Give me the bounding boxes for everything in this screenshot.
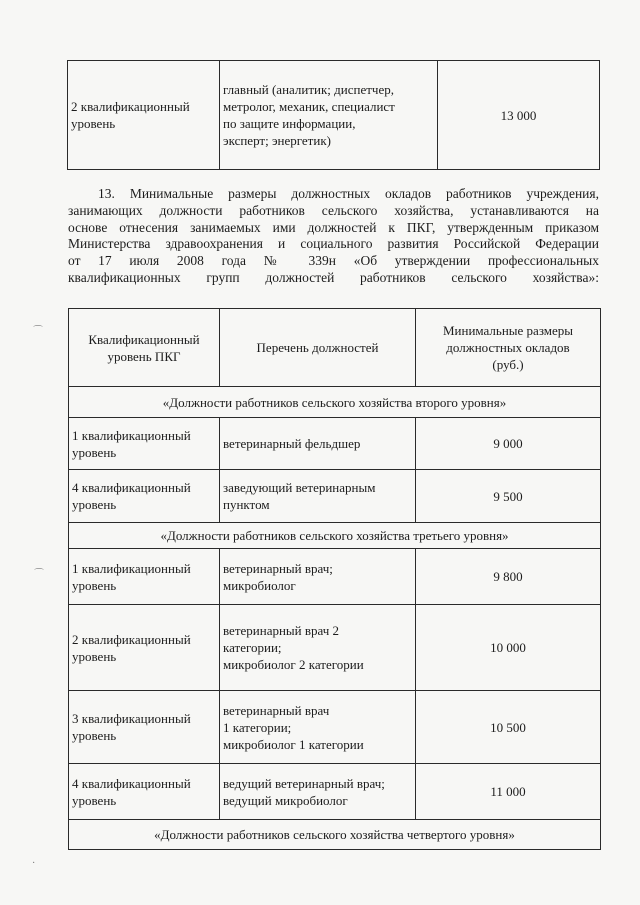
header-min-salary: Минимальные размеры должностных окладов (руб.) <box>416 309 601 387</box>
positions-cell: ведущий ветеринарный врач; ведущий микробиолог <box>220 764 416 820</box>
salary-cell: 10 500 <box>416 691 601 764</box>
salary-cell: 9 500 <box>416 470 601 523</box>
salary-cell: 9 000 <box>416 418 601 470</box>
positions-cell: ветеринарный врач 2 категории; микробиолог 2 категории <box>220 605 416 691</box>
table-row <box>69 470 601 523</box>
salary-table-top <box>67 60 600 170</box>
table-row <box>69 605 601 691</box>
positions-cell: заведующий ветеринарным пунктом <box>220 470 416 523</box>
qualification-level-cell: 4 квалификационный уровень <box>69 470 220 523</box>
positions-cell: ветеринарный фельдшер <box>220 418 416 470</box>
paragraph-13 <box>68 186 599 287</box>
salary-cell: 10 000 <box>416 605 601 691</box>
table-row <box>69 418 601 470</box>
paragraph-line: квалификационных групп должностей работников сельского хозяйства»: <box>68 269 599 285</box>
table-row <box>69 691 601 764</box>
group-row <box>69 523 601 549</box>
paragraph-line: основе отнесения занимаемых ими должностей к ПКГ, утвержденным приказом <box>68 219 599 235</box>
positions-cell: главный (аналитик; диспетчер, метролог, механик, специалист по защите информации, эксперт; энергетик) <box>220 61 438 170</box>
salary-cell: 13 000 <box>438 61 600 170</box>
positions-cell: ветеринарный врач 1 категории; микробиолог 1 категории <box>220 691 416 764</box>
group-heading-fourth-level: «Должности работников сельского хозяйства четвертого уровня» <box>69 820 601 850</box>
paragraph-line: 13. Минимальные размеры должностных окладов работников учреждения, <box>98 186 599 201</box>
group-heading-third-level: «Должности работников сельского хозяйства третьего уровня» <box>69 523 601 549</box>
qualification-level-cell: 2 квалификационный уровень <box>68 61 220 170</box>
qualification-level-cell: 4 квалификационный уровень <box>69 764 220 820</box>
scan-artifact: · <box>32 858 36 869</box>
group-row <box>69 820 601 850</box>
salary-table-agriculture <box>68 308 601 850</box>
qualification-level-cell: 3 квалификационный уровень <box>69 691 220 764</box>
paragraph-line: Министерства здравоохранения и социального развития Российской Федерации <box>68 236 599 252</box>
qualification-level-cell: 1 квалификационный уровень <box>69 418 220 470</box>
scan-artifact: ⌒ <box>34 569 44 580</box>
paragraph-line: занимающих должности работников сельского хозяйства, устанавливаются на <box>68 202 599 218</box>
salary-cell: 11 000 <box>416 764 601 820</box>
qualification-level-cell: 1 квалификационный уровень <box>69 549 220 605</box>
scan-artifact: ⌒ <box>33 326 43 337</box>
group-row <box>69 387 601 418</box>
paragraph-line: от 17 июля 2008 года № 339н «Об утверждении профессиональных <box>68 253 599 269</box>
table-header-row <box>69 309 601 387</box>
table-row <box>68 61 600 170</box>
salary-cell: 9 800 <box>416 549 601 605</box>
group-heading-second-level: «Должности работников сельского хозяйства второго уровня» <box>69 387 601 418</box>
table-row <box>69 764 601 820</box>
table-row <box>69 549 601 605</box>
header-qualification-level: Квалификационный уровень ПКГ <box>69 309 220 387</box>
header-positions: Перечень должностей <box>220 309 416 387</box>
positions-cell: ветеринарный врач; микробиолог <box>220 549 416 605</box>
qualification-level-cell: 2 квалификационный уровень <box>69 605 220 691</box>
